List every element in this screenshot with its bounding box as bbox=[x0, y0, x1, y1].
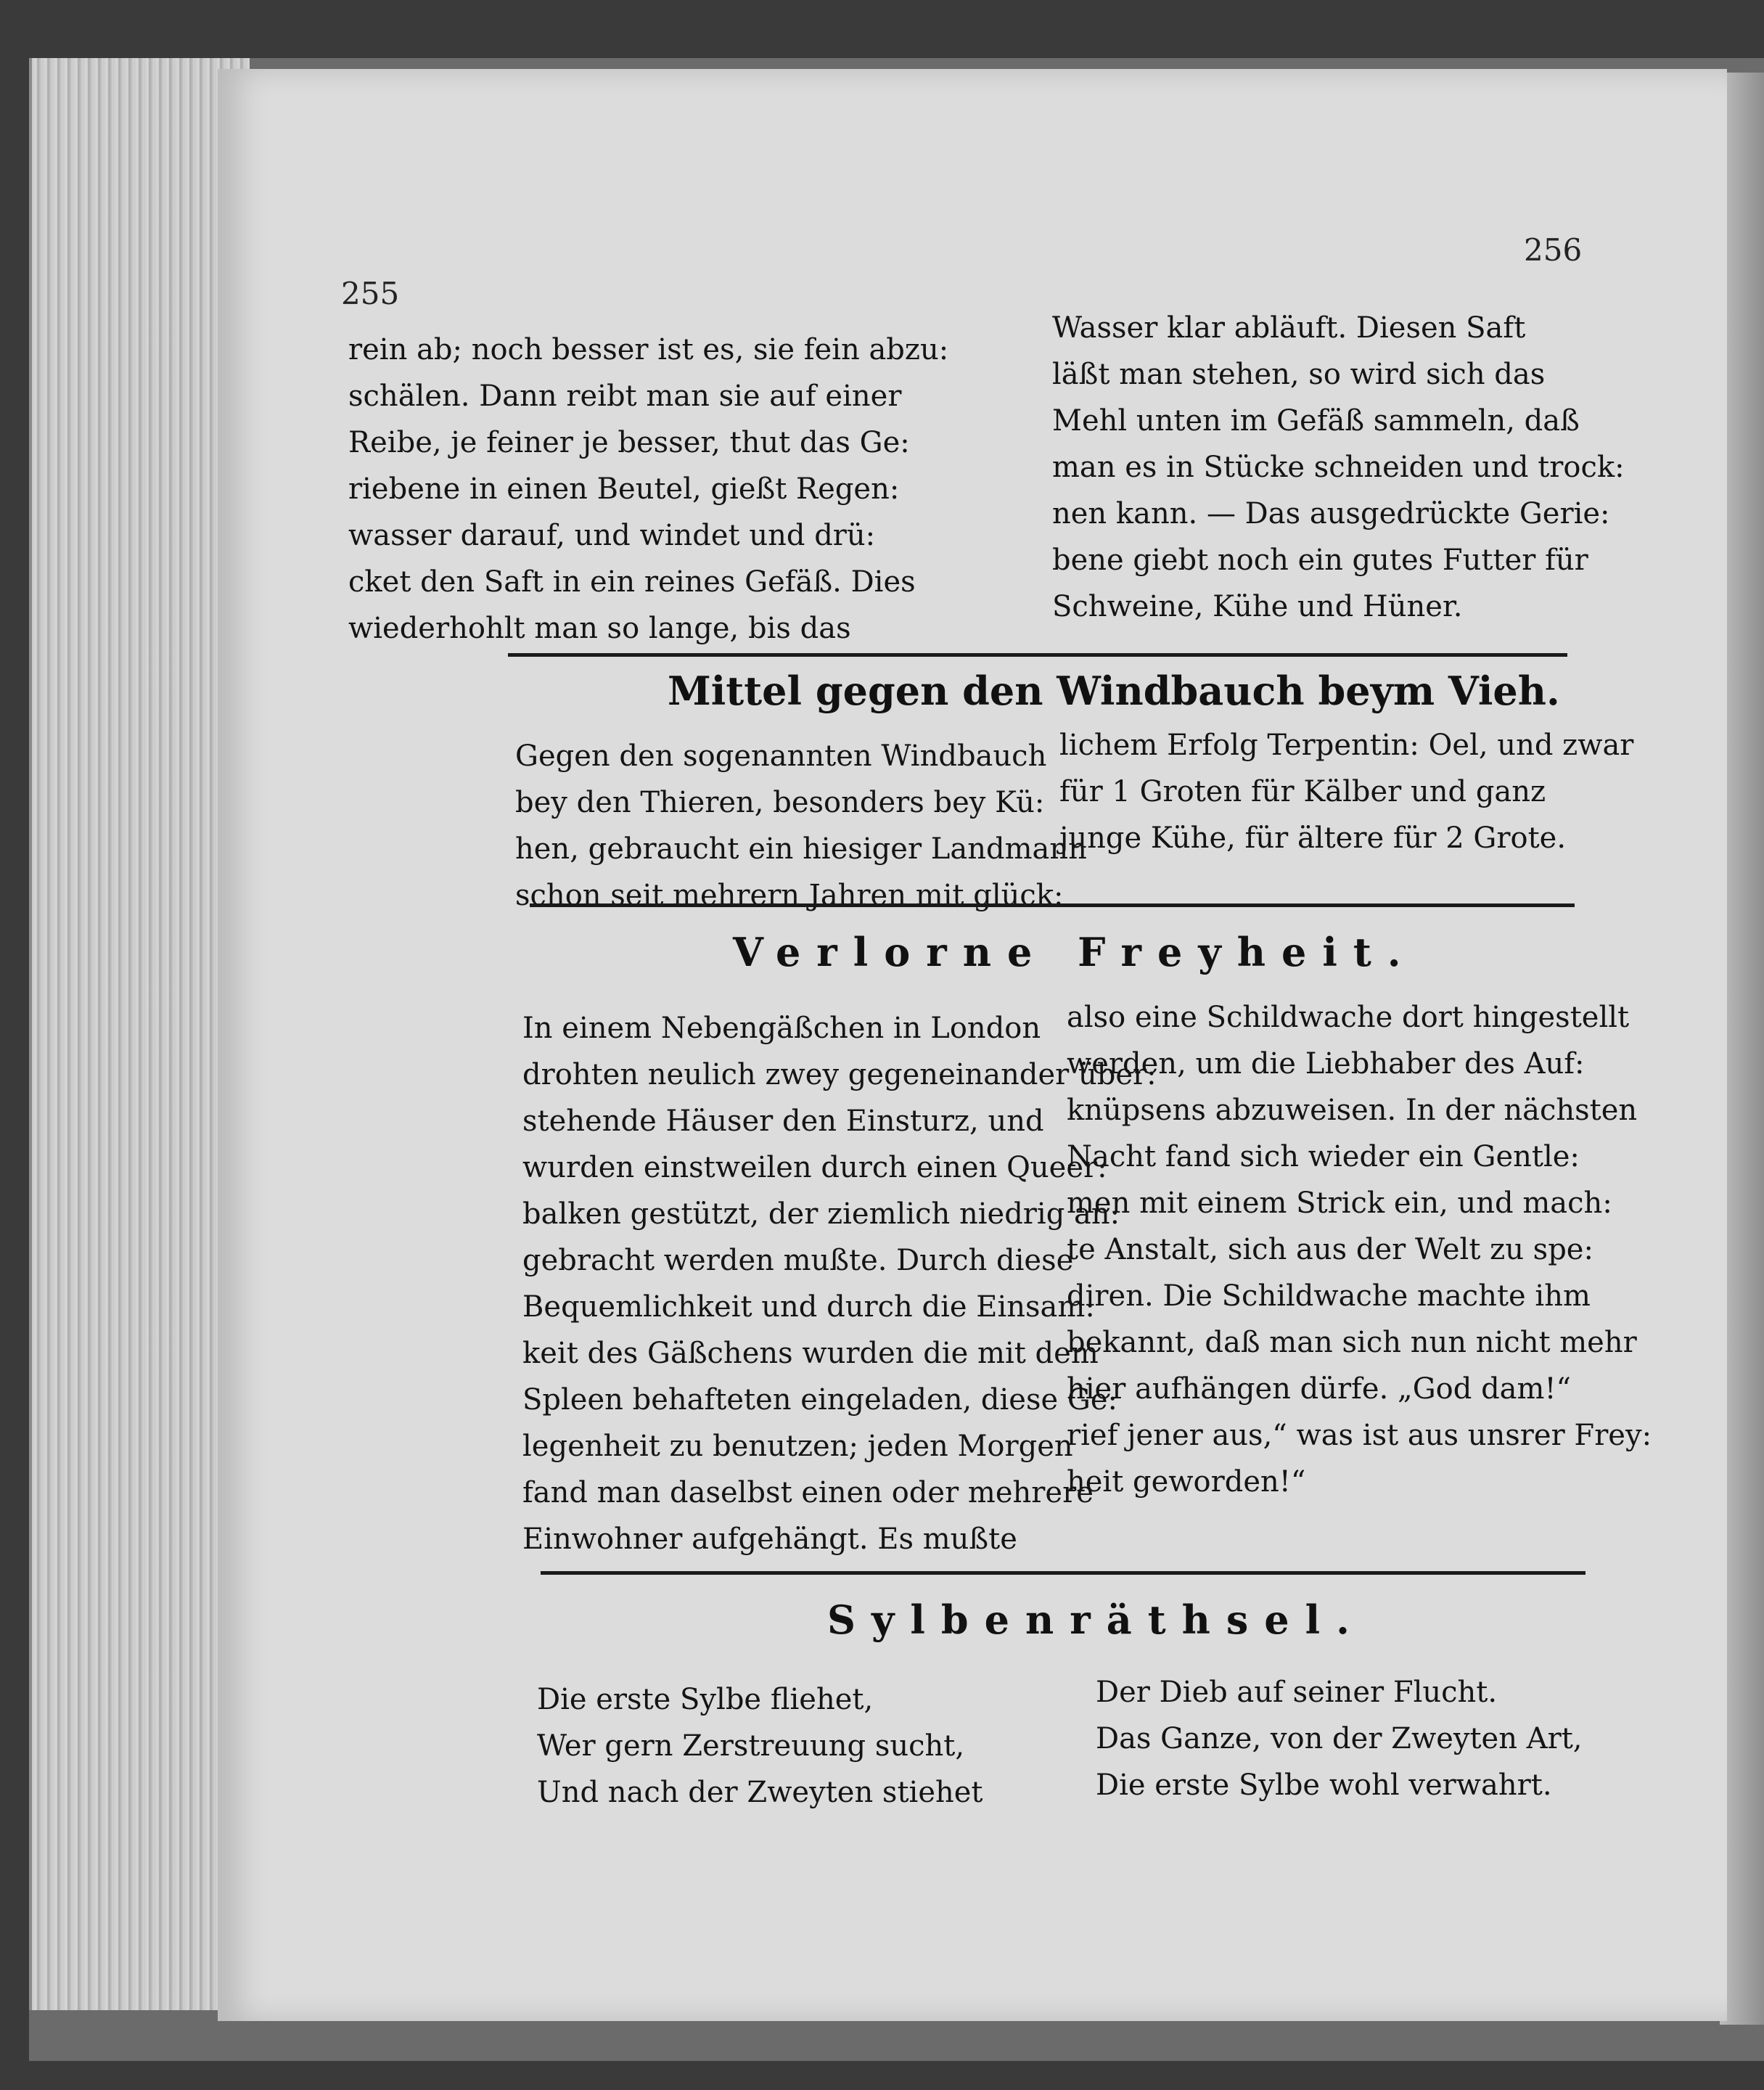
page-stack-edges bbox=[29, 58, 250, 2010]
page-number-left: 255 bbox=[341, 276, 400, 311]
text-line: Mehl unten im Gefäß sammeln, daß bbox=[1052, 404, 1580, 438]
text-line: werden, um die Liebhaber des Auf: bbox=[1067, 1047, 1585, 1081]
text-line: junge Kühe, für ältere für 2 Grote. bbox=[1059, 821, 1567, 855]
verse-line: Die erste Sylbe wohl verwahrt. bbox=[1096, 1769, 1552, 1802]
text-line: rein ab; noch besser ist es, sie fein abzu: bbox=[348, 333, 949, 366]
page-content bbox=[290, 232, 1652, 1901]
text-line: riebene in einen Beutel, gießt Regen: bbox=[348, 472, 900, 506]
divider-rule bbox=[541, 1571, 1585, 1575]
section4-left-column bbox=[537, 1676, 983, 1816]
verse-line: Das Ganze, von der Zweyten Art, bbox=[1096, 1722, 1583, 1755]
text-line: cket den Saft in ein reines Gefäß. Dies bbox=[348, 565, 916, 599]
text-line: hier aufhängen dürfe. „God dam!“ bbox=[1067, 1372, 1571, 1406]
section4-heading: Sylbenräthsel. bbox=[827, 1597, 1366, 1643]
text-line: wasser darauf, und windet und drü: bbox=[348, 519, 876, 552]
text-line: rief jener aus,“ was ist aus unsrer Frey: bbox=[1067, 1419, 1652, 1452]
text-line: te Anstalt, sich aus der Welt zu spe: bbox=[1067, 1233, 1593, 1266]
divider-rule bbox=[508, 653, 1567, 657]
section3-right-column bbox=[1067, 994, 1652, 1505]
text-line: Wasser klar abläuft. Diesen Saft bbox=[1052, 311, 1526, 345]
text-line: hen, gebraucht ein hiesiger Landmann bbox=[515, 832, 1087, 866]
text-line: legenheit zu benutzen; jeden Morgen bbox=[522, 1430, 1073, 1463]
text-line: schon seit mehrern Jahren mit glück: bbox=[515, 879, 1064, 912]
text-line: man es in Stücke schneiden und trock: bbox=[1052, 451, 1625, 484]
text-line: gebracht werden mußte. Durch diese bbox=[522, 1244, 1074, 1277]
text-line: Spleen behafteten eingeladen, diese Ge: bbox=[522, 1383, 1117, 1417]
text-line: knüpsens abzuweisen. In der nächsten bbox=[1067, 1094, 1638, 1127]
text-line: drohten neulich zwey gegeneinander über: bbox=[522, 1058, 1157, 1091]
section4-right-column bbox=[1096, 1669, 1583, 1808]
section3-left-column bbox=[522, 1005, 1157, 1562]
text-line: also eine Schildwache dort hingestellt bbox=[1067, 1001, 1630, 1034]
text-line: stehende Häuser den Einsturz, und bbox=[522, 1105, 1044, 1138]
text-line: für 1 Groten für Kälber und ganz bbox=[1059, 775, 1546, 808]
text-line: Bequemlichkeit und durch die Einsam: bbox=[522, 1290, 1095, 1324]
section1-right-column bbox=[1052, 305, 1625, 630]
text-line: Nacht fand sich wieder ein Gentle: bbox=[1067, 1140, 1580, 1173]
verse-line: Wer gern Zerstreuung sucht, bbox=[537, 1729, 965, 1763]
section2-heading: Mittel gegen den Windbauch beym Vieh. bbox=[668, 668, 1560, 714]
text-line: wiederhohlt man so lange, bis das bbox=[348, 612, 851, 645]
text-line: balken gestützt, der ziemlich niedrig an: bbox=[522, 1197, 1120, 1231]
verse-line: Die erste Sylbe fliehet, bbox=[537, 1683, 874, 1716]
text-line: Reibe, je feiner je besser, thut das Ge: bbox=[348, 426, 910, 459]
text-line: bekannt, daß man sich nun nicht mehr bbox=[1067, 1326, 1637, 1359]
verse-line: Der Dieb auf seiner Flucht. bbox=[1096, 1676, 1498, 1709]
section2-left-column bbox=[515, 733, 1087, 919]
text-line: heit geworden!“ bbox=[1067, 1465, 1306, 1499]
text-line: nen kann. — Das ausgedrückte Gerie: bbox=[1052, 497, 1610, 530]
page-number-right: 256 bbox=[1524, 232, 1583, 268]
text-line: läßt man stehen, so wird sich das bbox=[1052, 358, 1546, 391]
text-line: Einwohner aufgehängt. Es mußte bbox=[522, 1523, 1017, 1556]
divider-rule bbox=[530, 903, 1575, 907]
text-line: schälen. Dann reibt man sie auf einer bbox=[348, 380, 902, 413]
verse-line: Und nach der Zweyten stiehet bbox=[537, 1776, 983, 1809]
text-line: men mit einem Strick ein, und mach: bbox=[1067, 1187, 1612, 1220]
text-line: lichem Erfolg Terpentin: Oel, und zwar bbox=[1059, 729, 1634, 762]
section3-heading: Verlorne Freyheit. bbox=[733, 929, 1417, 975]
text-line: Gegen den sogenannten Windbauch bbox=[515, 739, 1047, 773]
text-line: fand man daselbst einen oder mehrere bbox=[522, 1476, 1094, 1509]
text-line: bey den Thieren, besonders bey Kü: bbox=[515, 786, 1045, 819]
text-line: diren. Die Schildwache machte ihm bbox=[1067, 1279, 1591, 1313]
section2-right-column bbox=[1059, 722, 1633, 861]
section1-left-column bbox=[348, 327, 948, 652]
text-line: wurden einstweilen durch einen Queer: bbox=[522, 1151, 1107, 1184]
text-line: Schweine, Kühe und Hüner. bbox=[1052, 590, 1463, 623]
text-line: In einem Nebengäßchen in London bbox=[522, 1012, 1041, 1045]
text-line: bene giebt noch ein gutes Futter für bbox=[1052, 544, 1588, 577]
text-line: keit des Gäßchens wurden die mit dem bbox=[522, 1337, 1099, 1370]
